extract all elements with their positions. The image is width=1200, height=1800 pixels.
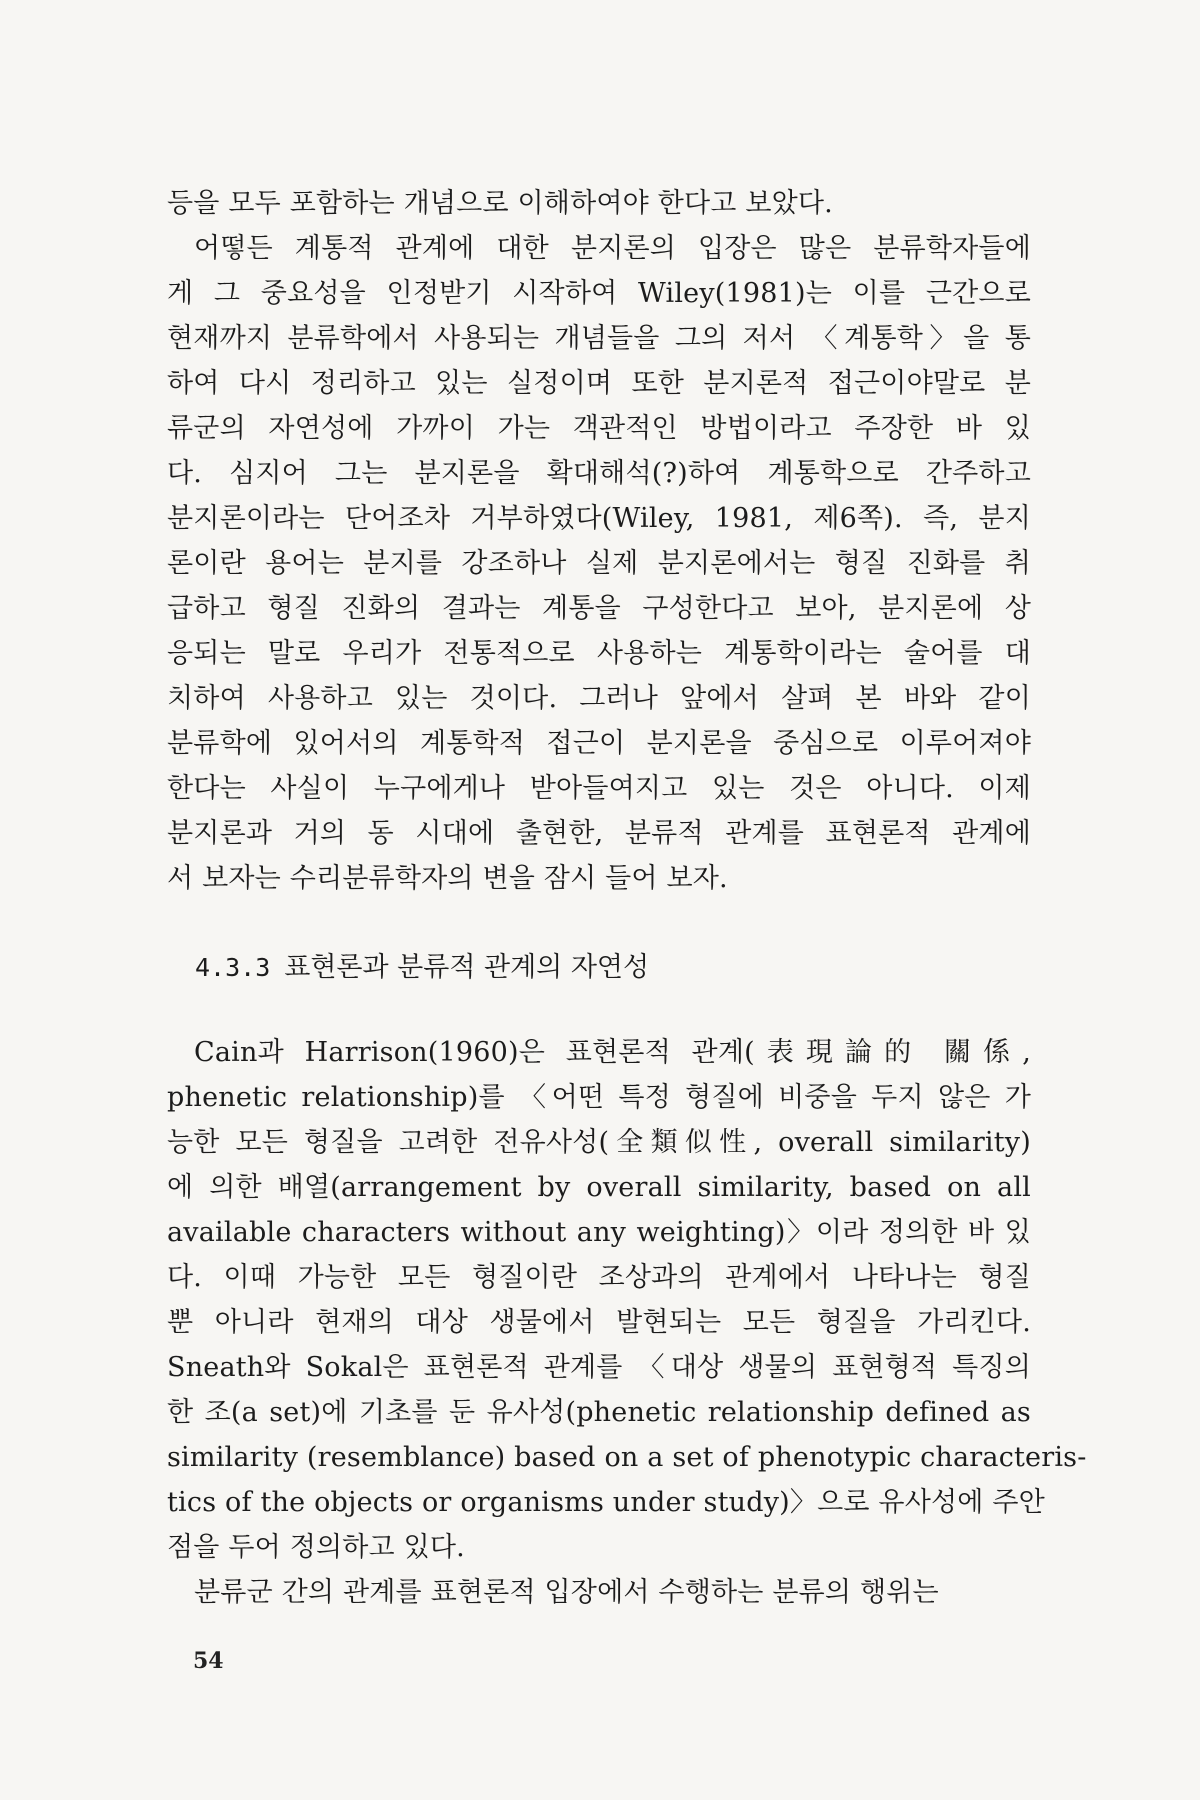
- text-line: 급하고 형질 진화의 결과는 계통을 구성한다고 보아, 분지론에 상: [167, 593, 1031, 624]
- text-line: 분류군 간의 관계를 표현론적 입장에서 수행하는 분류의 행위는: [194, 1577, 939, 1608]
- text-line: 한 조(a set)에 기초를 둔 유사성(phenetic relationship defined as: [167, 1397, 1031, 1428]
- text-line: 한다는 사실이 누구에게나 받아들여지고 있는 것은 아니다. 이제: [167, 773, 1031, 804]
- text-line: 뿐 아니라 현재의 대상 생물에서 발현되는 모든 형질을 가리킨다.: [167, 1307, 1031, 1338]
- text-line: 서 보자는 수리분류학자의 변을 잠시 들어 보자.: [167, 863, 728, 894]
- text-line: 다. 이때 가능한 모든 형질이란 조상과의 관계에서 나타나는 형질: [167, 1262, 1031, 1293]
- text-line: 치하여 사용하고 있는 것이다. 그러나 앞에서 살펴 본 바와 같이: [167, 683, 1031, 714]
- text-line: 능한 모든 형질을 고려한 전유사성(全類似性, overall similarity): [167, 1127, 1031, 1158]
- text-line: similarity (resemblance) based on a set of phenotypic characteris-: [167, 1442, 1087, 1473]
- text-line: phenetic relationship)를 〈어떤 특정 형질에 비중을 두지 않은 가: [167, 1082, 1031, 1113]
- text-line: available characters without any weighting)〉이라 정의한 바 있: [167, 1217, 1031, 1248]
- body-text-top: [167, 181, 1031, 901]
- text-line: 응되는 말로 우리가 전통적으로 사용하는 계통학이라는 술어를 대: [167, 638, 1031, 669]
- text-line: 현재까지 분류학에서 사용되는 개념들을 그의 저서 〈계통학〉을 통: [167, 323, 1031, 354]
- section-number: 4.3.3: [195, 953, 271, 982]
- text-line: 어떻든 계통적 관계에 대한 분지론의 입장은 많은 분류학자들에: [194, 233, 1031, 264]
- body-text-bottom: [167, 1030, 1087, 1615]
- page-number: 54: [193, 1648, 224, 1674]
- text-line: 분지론과 거의 동 시대에 출현한, 분류적 관계를 표현론적 관계에: [167, 818, 1031, 849]
- text-line: 하여 다시 정리하고 있는 실정이며 또한 분지론적 접근이야말로 분: [167, 368, 1031, 399]
- text-line: 류군의 자연성에 가까이 가는 객관적인 방법이라고 주장한 바 있: [167, 413, 1031, 444]
- text-line: tics of the objects or organisms under study)〉으로 유사성에 주안: [167, 1487, 1045, 1518]
- text-line: 론이란 용어는 분지를 강조하나 실제 분지론에서는 형질 진화를 취: [167, 548, 1031, 579]
- text-line: Cain과 Harrison(1960)은 표현론적 관계(表現論的 關係,: [194, 1037, 1031, 1068]
- text-line: 다. 심지어 그는 분지론을 확대해석(?)하여 계통학으로 간주하고: [167, 458, 1031, 489]
- text-line: 게 그 중요성을 인정받기 시작하여 Wiley(1981)는 이를 근간으로: [167, 278, 1031, 309]
- text-line: 분류학에 있어서의 계통학적 접근이 분지론을 중심으로 이루어져야: [167, 728, 1031, 759]
- text-line: 에 의한 배열(arrangement by overall similarity, based on all: [167, 1172, 1031, 1203]
- text-line: 점을 두어 정의하고 있다.: [167, 1532, 465, 1563]
- section-title: 표현론과 분류적 관계의 자연성: [284, 952, 650, 983]
- text-line: 분지론이라는 단어조차 거부하였다(Wiley, 1981, 제6쪽). 즉, 분지: [167, 503, 1031, 534]
- text-line: 등을 모두 포함하는 개념으로 이해하여야 한다고 보았다.: [167, 188, 833, 219]
- section-heading: [195, 948, 649, 988]
- text-line: Sneath와 Sokal은 표현론적 관계를 〈대상 생물의 표현형적 특징의: [167, 1352, 1031, 1383]
